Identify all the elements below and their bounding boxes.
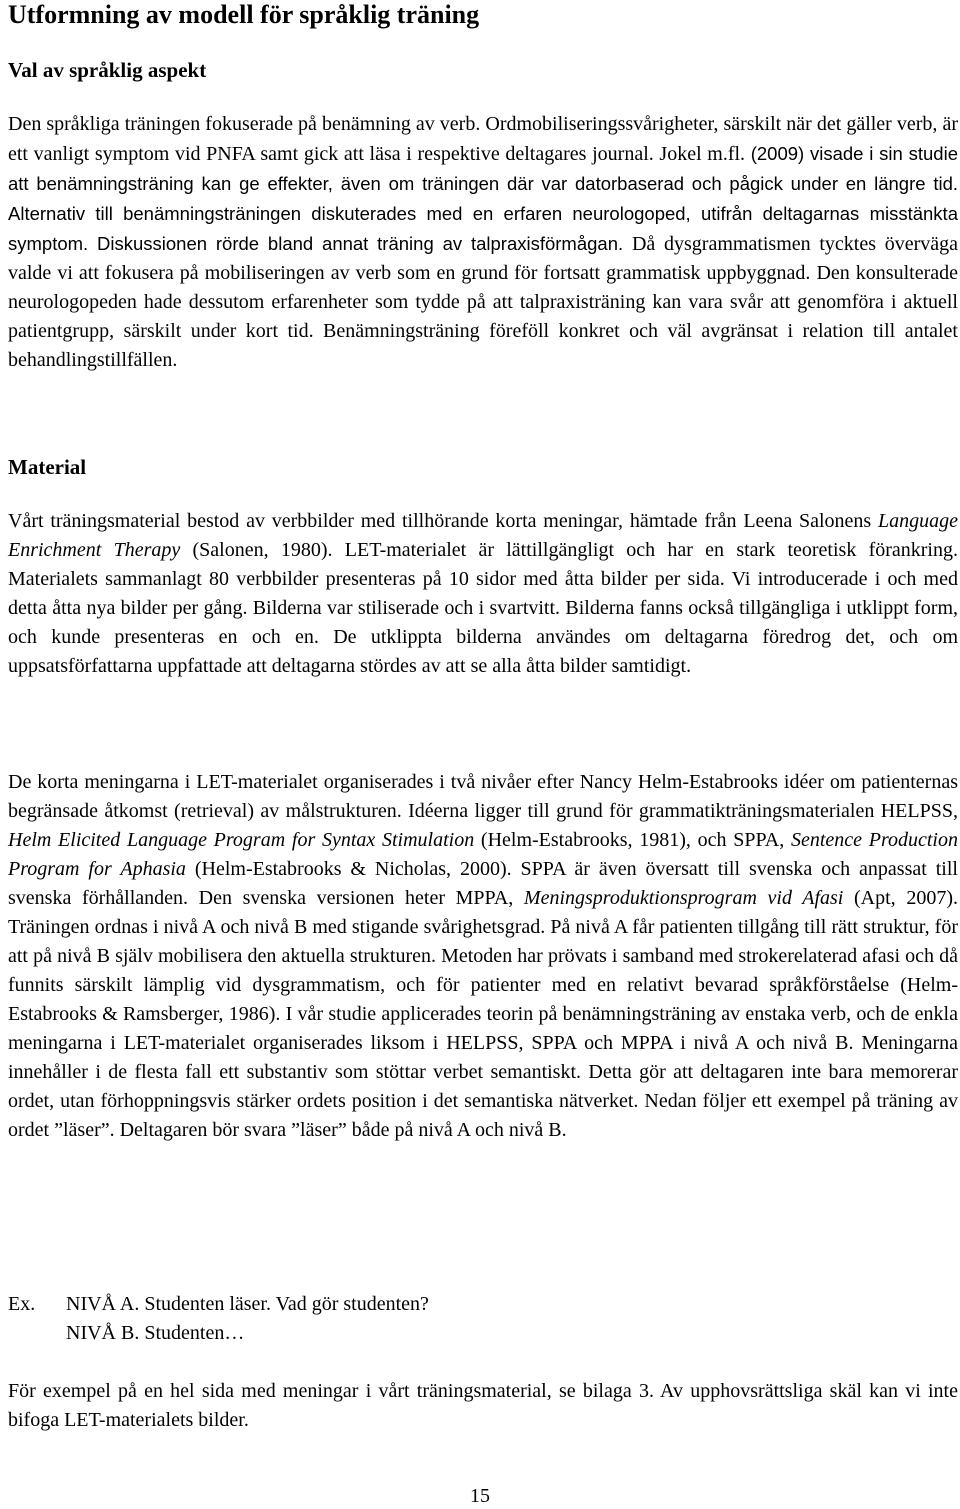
paragraph-material (8, 507, 958, 681)
paragraph-text: (Salonen, 1980). LET-materialet är lättillgängligt och har en stark teoretisk förankring. Materialets sammanlagt 80 verbbilder presenteras på 10 sidor med åtta bilder per sida. Vi introducerade i och med detta åtta nya bilder per gång. Bilderna var stiliserade och i svartvitt. Bilderna fanns också tillgängliga i utklippt form, och kunde presenteras en och en. De utklippta bilderna användes om deltagarna föredrog det, och om uppsatsförfattarna uppfattade att deltagarna stördes av att se alla åtta bilder samtidigt. (8, 539, 958, 677)
example-block (8, 1290, 958, 1348)
page-heading: Utformning av modell för språklig träning (8, 0, 480, 29)
paragraph-text: (Helm-Estabrooks, 1981), och SPPA, (474, 829, 791, 851)
paragraph-text: (Apt, 2007). Träningen ordnas i nivå A och nivå B med stigande svårighetsgrad. På nivå A får patienten tillgång till rätt struktur, för att på nivå B själv mobilisera den aktuella strukturen. Metoden har prövats i samband med strokerelaterad afasi och då funnits särskilt lämplig vid dysgrammatism, och för patienter med en relativt bevarad språkförståelse (Helm-Estabrooks & Ramsberger, 1986). I vår studie applicerades teorin på benämningsträning av enstaka verb, och de enkla meningarna i LET-materialet organiserades liksom i HELPSS, SPPA och MPPA i nivå A och nivå B. Meningarna innehåller i de flesta fall ett substantiv som stöttar verbet semantiskt. Detta gör att deltagaren inte bara memorerar ordet, utan förhoppningsvis stärker ordets position i det semantiska nätverket. Nedan följer ett exempel på träning av ordet ”läser”. Deltagaren bör svara ”läser” både på nivå A och nivå B. (8, 887, 958, 1141)
paragraph-text: (2009) visade i sin studie att benämningsträning kan ge effekter, även om träningen där var datorbaserad och pågick under en längre tid. Alternativ till benämningsträningen diskuterades med en erfaren neurologoped, utifrån deltagarnas misstänkta symptom. Diskussionen rörde bland annat träning av talpraxisförmågan. (8, 143, 958, 254)
italic-title: Sentence Production Program for Aphasia (8, 829, 958, 880)
paragraph-levels (8, 768, 958, 1145)
paragraph-text: De korta meningarna i LET-materialet organiserades i två nivåer efter Nancy Helm-Estabrooks idéer om patienternas begränsade åtkomst (retrieval) av målstrukturen. Idéerna ligger till grund för grammatikträningsmaterialen HELPSS, (8, 771, 958, 822)
italic-title: Language Enrichment Therapy (8, 510, 958, 561)
page-number: 15 (470, 1485, 490, 1507)
section-heading-language-aspect: Val av språklig aspekt (8, 58, 207, 82)
section-heading-material: Material (8, 455, 87, 479)
italic-title: Meningsproduktionsprogram vid Afasi (523, 887, 844, 909)
paragraph-appendix-note: För exempel på en hel sida med meningar i vårt träningsmaterial, se bilaga 3. Av upphovsrättsliga skäl kan vi inte bifoga LET-materialets bilder. (8, 1380, 958, 1431)
paragraph-text: Vårt träningsmaterial bestod av verbbilder med tillhörande korta meningar, hämtade från Leena Salonens (8, 510, 878, 532)
paragraph-text: Den språkliga träningen fokuserade på benämning av verb. Ordmobiliseringssvårigheter, särskilt när det gäller verb, är ett vanligt symptom vid PNFA samt gick att läsa i respektive deltagares journal. Jokel m.fl. (8, 113, 958, 165)
paragraph-text: (Helm-Estabrooks & Nicholas, 2000). SPPA är även översatt till svenska och anpassat till svenska förhållanden. Den svenska versionen heter MPPA, (8, 858, 958, 909)
example-line-level-b: NIVÅ B. Studenten… (66, 1322, 245, 1344)
paragraph-language-aspect (8, 110, 958, 375)
italic-title: Helm Elicited Language Program for Syntax Stimulation (8, 829, 475, 851)
example-label: Ex. (8, 1293, 36, 1315)
paragraph-text: Då dysgrammatismen tycktes överväga valde vi att fokusera på mobiliseringen av verb som en grund för fortsatt grammatisk uppbyggnad. Den konsulterade neurologopeden hade dessutom erfarenheter som tydde på att talpraxisträning kan vara svår att genomföra i aktuell patientgrupp, särskilt under kort tid. Benämningsträning föreföll konkret och väl avgränsat i relation till antalet behandlingstillfällen. (8, 233, 958, 371)
example-line-level-a: NIVÅ A. Studenten läser. Vad gör studenten? (66, 1293, 429, 1315)
